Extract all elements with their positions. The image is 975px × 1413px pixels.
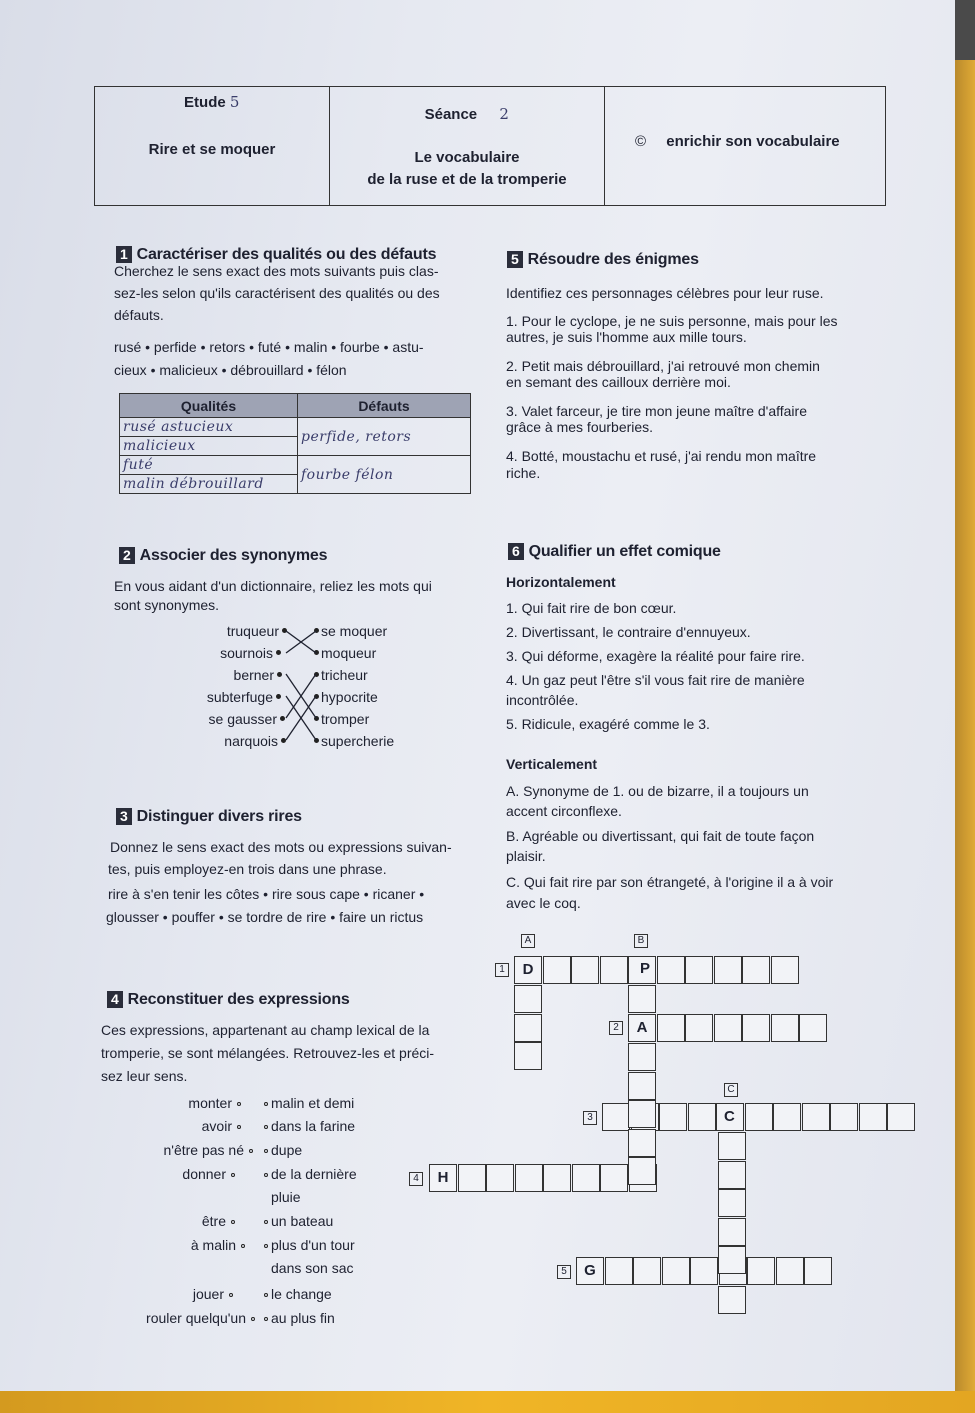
answer-cell[interactable]: rusé astucieux <box>120 418 298 437</box>
crossword-cell-vB[interactable] <box>628 1157 656 1185</box>
section-3-title-text: Distinguer divers rires <box>136 808 302 825</box>
crossword-cell-h5[interactable] <box>747 1257 775 1285</box>
seance-label: Séance <box>424 106 478 123</box>
clue-vB-a: B. Agréable ou divertissant, qui fait de toute façon <box>506 828 815 844</box>
expression-left-word: jouer <box>192 1286 224 1302</box>
crossword-cell-h3[interactable] <box>745 1103 773 1131</box>
crossword-cell-vC[interactable] <box>718 1189 746 1217</box>
synonym-right-word: moqueur <box>321 645 377 661</box>
crossword-cell-h5[interactable] <box>605 1257 633 1285</box>
connector-dot[interactable] <box>264 1220 268 1224</box>
clue-h5: 5. Ridicule, exagéré comme le 3. <box>506 716 710 732</box>
crossword-cell-h5[interactable] <box>633 1257 661 1285</box>
connector-dot[interactable] <box>241 1244 245 1248</box>
s5-enigma-1b: autres, je suis l'homme aux mille tours. <box>506 329 747 345</box>
crossword-cell-h1[interactable] <box>571 956 599 984</box>
seance-number: 2 <box>499 105 510 123</box>
crossword-cell-vC[interactable] <box>718 1218 746 1246</box>
etude-number: 5 <box>229 93 240 111</box>
synonym-left-word: se gausser <box>208 711 277 727</box>
connector-dot[interactable] <box>251 1317 255 1321</box>
expression-right-word: au plus fin <box>271 1310 335 1326</box>
connector-dot[interactable] <box>231 1173 235 1177</box>
crossword-cell-h2[interactable] <box>657 1014 685 1042</box>
crossword-cell-h5[interactable]: G <box>576 1257 604 1285</box>
crossword-cell-h4[interactable] <box>543 1164 571 1192</box>
connector-dot[interactable] <box>264 1317 268 1321</box>
crossword-cell-h3[interactable] <box>688 1103 716 1131</box>
crossword-label-C: C <box>724 1083 738 1097</box>
crossword-cell-h1[interactable] <box>685 956 713 984</box>
answer-cell[interactable]: fourbe félon <box>298 456 471 494</box>
crossword-cell-h2[interactable] <box>799 1014 827 1042</box>
answer-cell[interactable]: malicieux <box>120 437 298 456</box>
section-3-number: 3 <box>116 808 132 825</box>
clue-h4b: incontrôlée. <box>506 692 579 708</box>
connector-dot[interactable] <box>229 1293 233 1297</box>
clue-h1: 1. Qui fait rire de bon cœur. <box>506 600 677 616</box>
crossword-label-A: A <box>521 934 535 948</box>
connector-dot[interactable] <box>264 1173 268 1177</box>
section-3-title <box>116 808 302 826</box>
crossword-cell-h4[interactable] <box>572 1164 600 1192</box>
crossword-label-5: 5 <box>557 1265 571 1279</box>
crossword-cell-h2[interactable] <box>771 1014 799 1042</box>
s5-enigma-2a: 2. Petit mais débrouillard, j'ai retrouvé mon chemin <box>506 358 820 374</box>
connector-dot[interactable] <box>264 1293 268 1297</box>
section-1-title-text: Caractériser des qualités ou des défauts <box>136 246 437 263</box>
crossword-cell-vB[interactable] <box>628 1100 656 1128</box>
crossword-cell-h2[interactable] <box>714 1014 742 1042</box>
s1-words-1: rusé • perfide • retors • futé • malin • fourbe • astu- <box>114 339 424 355</box>
crossword-cell-h1[interactable] <box>600 956 628 984</box>
s5-enigma-3b: grâce à mes fourberies. <box>506 419 654 435</box>
section-4-title-text: Reconstituer des expressions <box>127 991 350 1008</box>
crossword-cell-h4[interactable] <box>600 1164 628 1192</box>
s5-enigma-4b: riche. <box>506 465 541 481</box>
crossword-cell-h2[interactable] <box>685 1014 713 1042</box>
s2-instr-2: sont synonymes. <box>114 597 220 613</box>
section-5-title <box>507 251 699 269</box>
goal-text: enrichir son vocabulaire <box>666 133 840 150</box>
vocab-title-2: de la ruse et de la tromperie <box>367 171 567 188</box>
crossword-cell-vB[interactable] <box>628 1129 656 1157</box>
s5-enigma-2b: en semant des cailloux derrière moi. <box>506 374 731 390</box>
connector-dot[interactable] <box>264 1149 268 1153</box>
expression-right-word: dans son sac <box>271 1260 354 1276</box>
clue-h4a: 4. Un gaz peut l'être s'il vous fait rire de manière <box>506 672 805 688</box>
crossword-cell-vB[interactable] <box>628 985 656 1013</box>
clue-vA-b: accent circonflexe. <box>506 803 622 819</box>
goal-icon: © <box>635 133 647 150</box>
connector-dot[interactable] <box>231 1220 235 1224</box>
crossword-cell-vA[interactable] <box>514 985 542 1013</box>
section-1-number: 1 <box>116 246 132 263</box>
crossword-cell-h5[interactable] <box>804 1257 832 1285</box>
clue-h2: 2. Divertissant, le contraire d'ennuyeux. <box>506 624 751 640</box>
crossword-cell-h4[interactable] <box>486 1164 514 1192</box>
expression-right-word: malin et demi <box>271 1095 355 1111</box>
synonym-right-word: tricheur <box>321 667 368 683</box>
crossword-letter: P <box>640 960 651 977</box>
clue-vC-a: C. Qui fait rire par son étrangeté, à l'origine il a à voir <box>506 874 834 890</box>
clue-h3: 3. Qui déforme, exagère la réalité pour faire rire. <box>506 648 805 664</box>
s1-instr-2: sez-les selon qu'ils caractérisent des qualités ou des <box>114 285 440 301</box>
section-6-title-text: Qualifier un effet comique <box>528 543 721 560</box>
s5-instr: Identifiez ces personnages célèbres pour leur ruse. <box>506 285 824 301</box>
expression-right-word: pluie <box>271 1189 301 1205</box>
expression-left-word: n'être pas né <box>163 1142 244 1158</box>
crossword-cell-h1[interactable] <box>771 956 799 984</box>
expression-left-word: monter <box>188 1095 232 1111</box>
crossword-cell-h1[interactable] <box>543 956 571 984</box>
expression-left-word: donner <box>182 1166 226 1182</box>
expression-right-word: dans la farine <box>271 1118 356 1134</box>
s2-instr-1: En vous aidant d'un dictionnaire, reliez les mots qui <box>114 578 432 594</box>
crossword-letter: C <box>724 1108 735 1125</box>
crossword-cell-vC[interactable] <box>718 1246 746 1274</box>
connector-dot[interactable] <box>249 1149 253 1153</box>
col-header-defauts: Défauts <box>298 394 471 418</box>
s4-instr-2: tromperie, se sont mélangées. Retrouvez-les et préci- <box>101 1045 435 1061</box>
crossword-cell-h3[interactable] <box>859 1103 887 1131</box>
s1-instr-3: défauts. <box>114 307 164 323</box>
section-6-title <box>508 543 721 561</box>
crossword-cell-h3[interactable] <box>802 1103 830 1131</box>
s5-enigma-1a: 1. Pour le cyclope, je ne suis personne, mais pour les <box>506 313 838 329</box>
etude-label: Etude <box>184 94 226 111</box>
crossword-cell-vC[interactable] <box>718 1286 746 1314</box>
crossword-label-2: 2 <box>609 1021 623 1035</box>
crossword-cell-vC[interactable] <box>718 1132 746 1160</box>
connector-dot[interactable] <box>237 1102 241 1106</box>
crossword-cell-h3[interactable] <box>887 1103 915 1131</box>
crossword-cell-vC[interactable] <box>718 1161 746 1189</box>
s4-instr-1: Ces expressions, appartenant au champ lexical de la <box>101 1022 430 1038</box>
crossword-cell-h4[interactable] <box>515 1164 543 1192</box>
expression-right-word: plus d'un tour <box>271 1237 355 1253</box>
crossword-cell-h3[interactable] <box>659 1103 687 1131</box>
synonym-right-word: se moquer <box>321 623 388 639</box>
s4-instr-3: sez leur sens. <box>101 1068 188 1084</box>
crossword-cell-vA[interactable] <box>514 1042 542 1070</box>
crossword-label-B: B <box>634 934 648 948</box>
crossword-cell-h3[interactable] <box>773 1103 801 1131</box>
section-5-title-text: Résoudre des énigmes <box>527 251 699 268</box>
connector-dot[interactable] <box>264 1125 268 1129</box>
crossword-cell-h2[interactable]: A <box>628 1014 656 1042</box>
s3-words-2: glousser • pouffer • se tordre de rire • faire un rictus <box>106 909 424 925</box>
expression-right-word: de la dernière <box>271 1166 357 1182</box>
crossword-label-1: 1 <box>495 963 509 977</box>
answer-cell[interactable]: malin débrouillard <box>120 475 298 494</box>
crossword-cell-h3[interactable] <box>830 1103 858 1131</box>
clue-vB-b: plaisir. <box>506 848 546 864</box>
crossword-cell-h1[interactable]: D <box>514 956 542 984</box>
answer-cell[interactable]: perfide, retors <box>298 418 471 456</box>
horizontal-label: Horizontalement <box>506 574 616 590</box>
section-4-number: 4 <box>107 991 123 1008</box>
crossword-cell-vB[interactable] <box>628 1043 656 1071</box>
crossword-cell-h5[interactable] <box>690 1257 718 1285</box>
expression-left-word: avoir <box>201 1118 232 1134</box>
synonym-right-word: supercherie <box>321 733 395 749</box>
connector-dot[interactable] <box>264 1102 268 1106</box>
synonym-left-word: narquois <box>224 733 278 749</box>
crossword-label-3: 3 <box>583 1111 597 1125</box>
section-2-number: 2 <box>119 547 135 564</box>
s1-instr-1: Cherchez le sens exact des mots suivants puis clas- <box>114 263 439 279</box>
synonym-left-word: subterfuge <box>206 689 273 705</box>
s1-words-2: cieux • malicieux • débrouillard • félon <box>114 362 347 378</box>
crossword-cell-h1[interactable] <box>742 956 770 984</box>
crossword-cell-vA[interactable] <box>514 1014 542 1042</box>
expression-left-word: à malin <box>190 1237 236 1253</box>
crossword-cell-h2[interactable] <box>742 1014 770 1042</box>
synonym-left-word: truqueur <box>226 623 279 639</box>
theme-title: Rire et se moquer <box>148 141 276 158</box>
synonym-left-word: sournois <box>220 645 273 661</box>
synonym-right-word: hypocrite <box>321 689 378 705</box>
crossword-cell-h4[interactable]: H <box>429 1164 457 1192</box>
vertical-label: Verticalement <box>506 756 598 772</box>
expression-left-word: être <box>201 1213 226 1229</box>
expression-left-word: rouler quelqu'un <box>146 1310 246 1326</box>
s3-instr-1: Donnez le sens exact des mots ou expressions suivan- <box>110 839 452 855</box>
connector-dot[interactable] <box>237 1125 241 1129</box>
expression-right-word: dupe <box>271 1142 303 1158</box>
section-6-number: 6 <box>508 543 524 560</box>
expression-right-word: le change <box>271 1286 332 1302</box>
crossword-cell-h5[interactable] <box>776 1257 804 1285</box>
clue-vA-a: A. Synonyme de 1. ou de bizarre, il a toujours un <box>506 783 809 799</box>
crossword-cell-h4[interactable] <box>458 1164 486 1192</box>
crossword-cell-h5[interactable] <box>662 1257 690 1285</box>
section-2-title-text: Associer des synonymes <box>139 547 328 564</box>
expression-right-word: un bateau <box>271 1213 334 1229</box>
col-header-qualites: Qualités <box>120 394 298 418</box>
crossword-cell-h1[interactable] <box>714 956 742 984</box>
connector-dot[interactable] <box>264 1244 268 1248</box>
section-4-title <box>107 991 350 1009</box>
answer-cell[interactable]: futé <box>120 456 298 475</box>
s3-words-1: rire à s'en tenir les côtes • rire sous cape • ricaner • <box>108 886 425 902</box>
clue-vC-b: avec le coq. <box>506 895 581 911</box>
crossword-cell-h3[interactable] <box>602 1103 630 1131</box>
synonym-left-word: berner <box>233 667 274 683</box>
s3-instr-2: tes, puis employez-en trois dans une phrase. <box>108 861 387 877</box>
crossword-cell-h1[interactable] <box>657 956 685 984</box>
s5-enigma-4a: 4. Botté, moustachu et rusé, j'ai rendu mon maître <box>506 448 817 464</box>
section-5-number: 5 <box>507 251 523 268</box>
synonym-right-word: tromper <box>321 711 370 727</box>
vocab-title-1: Le vocabulaire <box>414 149 520 166</box>
crossword-label-4: 4 <box>409 1172 423 1186</box>
crossword-cell-vB[interactable] <box>628 1072 656 1100</box>
s5-enigma-3a: 3. Valet farceur, je tire mon jeune maître d'affaire <box>506 403 807 419</box>
